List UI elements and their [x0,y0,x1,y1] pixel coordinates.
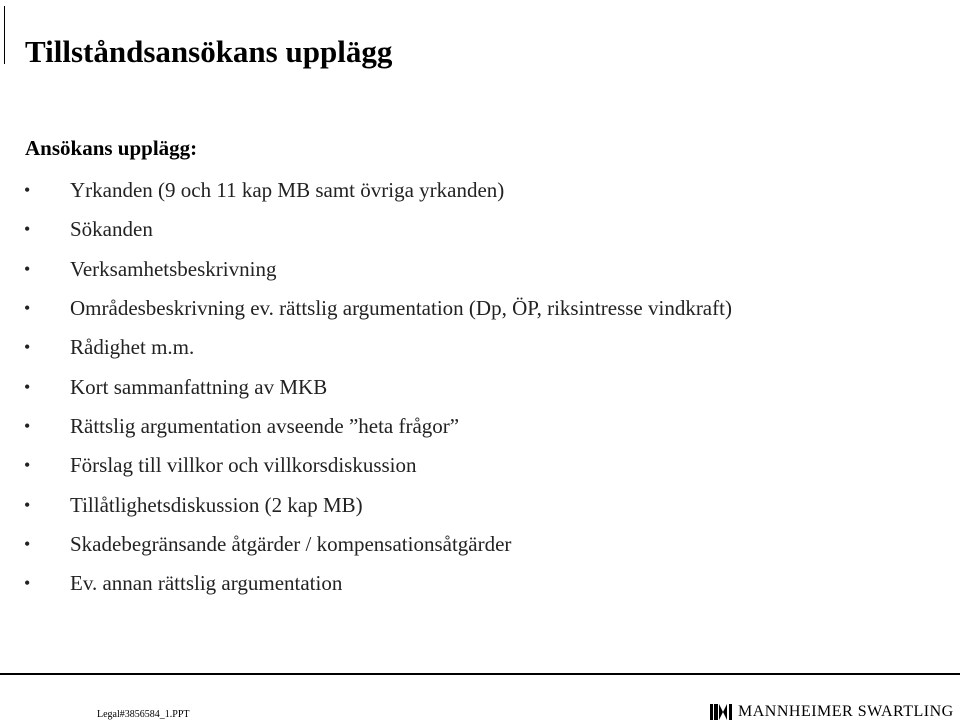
bullet-text: Tillåtlighetsdiskussion (2 kap MB) [70,492,363,517]
footer-divider [0,673,960,675]
bullet-text: Rådighet m.m. [70,335,195,360]
company-logo [710,703,954,721]
bullet-text: Ev. annan rättslig argumentation [70,571,343,596]
mannheimer-swartling-logo-icon [710,704,732,720]
bullet-text: Yrkanden (9 och 11 kap MB samt övriga yrkanden) [70,178,505,203]
corner-rule [4,6,5,64]
bullet-dot-icon: • [24,573,31,594]
slide-title: Tillståndsansökans upplägg [25,34,393,69]
bullet-text: Sökanden [70,217,153,242]
bullet-dot-icon: • [24,337,31,358]
bullet-dot-icon: • [24,180,31,201]
bullet-dot-icon: • [24,533,31,554]
logo-wordmark: MANNHEIMER SWARTLING [738,703,954,720]
bullet-text: Kort sammanfattning av MKB [70,374,328,399]
bullet-dot-icon: • [24,219,31,240]
bullet-text: Skadebegränsande åtgärder / kompensationsåtgärder [70,531,512,556]
bullet-dot-icon: • [24,415,31,436]
bullet-dot-icon: • [24,298,31,319]
bullet-dot-icon: • [24,258,31,279]
bullet-text: Rättslig argumentation avseende ”heta frågor” [70,413,460,438]
document-reference: Legal#3856584_1.PPT [97,709,190,720]
bullet-text: Områdesbeskrivning ev. rättslig argumentation (Dp, ÖP, riksintresse vindkraft) [70,296,732,321]
bullet-dot-icon: • [24,455,31,476]
section-heading: Ansökans upplägg: [25,136,198,160]
bullet-dot-icon: • [24,376,31,397]
bullet-text: Verksamhetsbeskrivning [70,256,277,281]
bullet-dot-icon: • [24,494,31,515]
bullet-text: Förslag till villkor och villkorsdiskussion [70,453,417,478]
